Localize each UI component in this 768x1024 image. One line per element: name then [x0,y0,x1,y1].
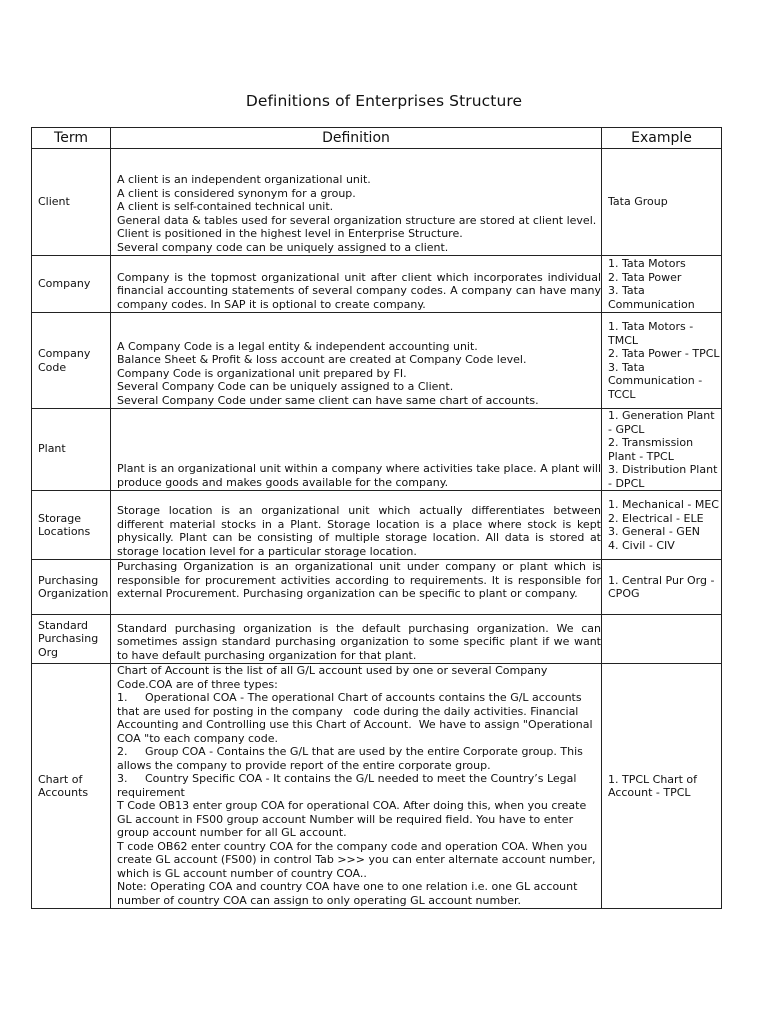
document-title: Definitions of Enterprises Structure [245,92,523,110]
table-row [32,409,722,491]
example-cell [602,313,722,409]
term-cell: Company [32,256,111,313]
definition-line: A client is an independent organizational unit. [117,173,371,186]
table-row [32,491,722,560]
term-cell: Company Code [32,313,111,409]
term-cell: Standard Purchasing Org [32,615,111,664]
example-cell [602,256,722,313]
definition-cell: Storage location is an organizational unit which actually differentiates between different material stocks in a Plant. Storage location is a place where stock is kept physically. Plant can be consisting of multiple storage location. All data is stored at storage location level for a particular storage location. [111,491,602,560]
example-line: 2. Tata Power [608,270,682,284]
example-line: 1. Generation Plant - GPCL [608,409,719,436]
example-cell [602,491,722,560]
example-line: 1. Tata Motors [608,257,686,270]
definition-line: Company Code is organizational unit prepared by FI. [117,366,407,380]
example-line: 3. Tata Communication - TCCL [608,360,706,401]
term-cell: Purchasing Organization [32,560,111,615]
example-cell: Tata Group [602,149,722,256]
term-cell: Plant [32,409,111,491]
definition-cell: Plant is an organizational unit within a company where activities take place. A plant will produce goods and makes goods available for the company. [111,409,602,491]
definition-line: A client is self-contained technical unit. [117,200,334,213]
definition-cell: Standard purchasing organization is the default purchasing organization. We can sometimes assign standard purchasing organization to some specific plant if we want to have default purchasing organization for that plant. [111,615,602,664]
definition-line: Note: Operating COA and country COA have one to one relation i.e. one GL account number of country COA can assign to only operating GL account number. [117,880,581,907]
table-row [32,615,722,664]
example-cell [602,409,722,491]
definition-cell [111,664,602,909]
example-line: 3. Distribution Plant - DPCL [608,463,721,490]
example-line: 2. Tata Power - TPCL [608,347,720,360]
table-row [32,313,722,409]
example-line: 3. Tata Communication [608,284,695,311]
header-definition: Definition [111,128,602,149]
table-row [32,664,722,909]
definition-line: Several company code can be uniquely assigned to a client. [117,240,449,254]
table-header-row [32,128,722,149]
definition-line: 2. Group COA - Contains the G/L that are used by the entire Corporate group. This allows the company to provide report of the entire corporate group. [117,745,587,772]
definition-line: Chart of Account is the list of all G/L account used by one or several Company Code.COA are of three types: [117,664,551,691]
term-cell: Chart of Accounts [32,664,111,909]
definition-cell [111,313,602,409]
example-line: 1. Tata Motors - TMCL [608,320,697,347]
example-line: 3. General - GEN [608,525,701,538]
example-line: 2. Transmission Plant - TPCL [608,436,697,463]
definition-line: Balance Sheet & Profit & loss account are created at Company Code level. [117,353,527,366]
definition-line: Several Company Code under same client can have same chart of accounts. [117,393,539,407]
definition-line: A Company Code is a legal entity & independent accounting unit. [117,339,478,353]
definition-line: T code OB62 enter country COA for the company code and operation COA. When you create GL account (FS00) in control Tab >>> you can enter alternate account number, which is GL account number of country COA.. [117,839,600,880]
definition-line: Client is positioned in the highest level in Enterprise Structure. [117,227,463,240]
example-line: 4. Civil - CIV [608,538,675,552]
definition-line: 3. Country Specific COA - It contains the G/L needed to meet the Country’s Legal requirement [117,772,580,799]
definitions-table [31,127,722,909]
term-cell: Storage Locations [32,491,111,560]
header-term: Term [32,128,111,149]
definition-line: T Code OB13 enter group COA for operational COA. After doing this, when you create GL account in FS00 group account Number will be required field. You have to enter group account number for all GL account. [117,799,590,839]
example-cell: 1. Central Pur Org - CPOG [602,560,722,615]
example-line: 1. Mechanical - MEC [608,498,719,511]
definition-cell [111,149,602,256]
definition-cell: Purchasing Organization is an organizational unit under company or plant which is responsible for procurement activities according to requirements. It is responsible for external Procurement. Purchasing organization can be specific to plant or company. [111,560,602,615]
term-cell: Client [32,149,111,256]
definition-cell: Company is the topmost organizational unit after client which incorporates individual financial accounting statements of several company codes. A company can have many company codes. In SAP it is optional to create company. [111,256,602,313]
example-cell [602,615,722,664]
header-example: Example [602,128,722,149]
table-row [32,256,722,313]
example-cell: 1. TPCL Chart of Account - TPCL [602,664,722,909]
definition-line: Several Company Code can be uniquely assigned to a Client. [117,380,454,393]
example-line: 2. Electrical - ELE [608,511,704,525]
table-row [32,149,722,256]
definition-line: General data & tables used for several organization structure are stored at client level. [117,213,597,227]
definition-line: 1. Operational COA - The operational Chart of accounts contains the G/L accounts that are used for posting in the company code during the daily activities. Financial Accounting and Controlling use this Chart of Account. We have to assign "Operational COA "to each company code. [117,691,597,745]
definition-line: A client is considered synonym for a group. [117,186,356,200]
table-row [32,560,722,615]
